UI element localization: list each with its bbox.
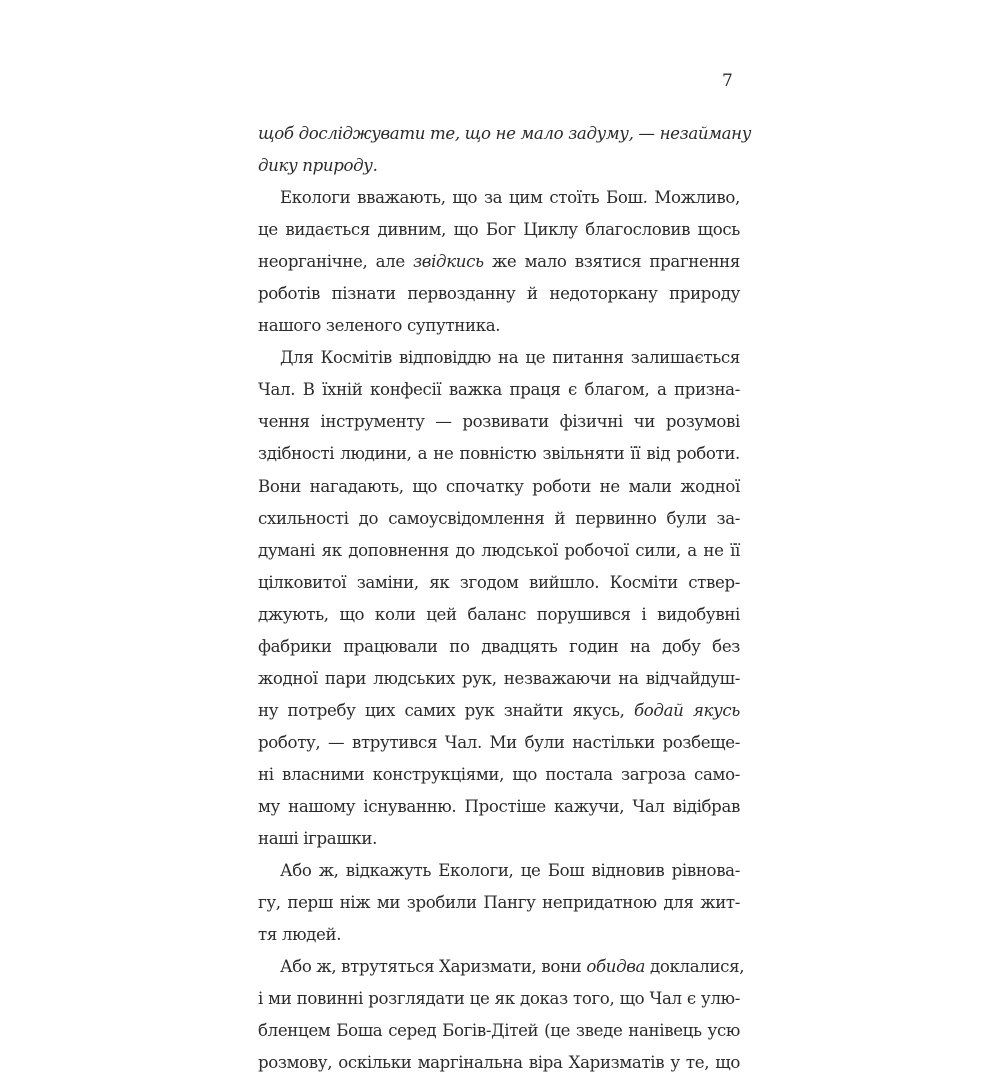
text-line [258,663,740,695]
text-run: бленцем Боша серед Богів-Дітей (це зведе нанівець усю [258,1021,740,1041]
text-run: джують, що коли цей баланс порушився і видобувні [258,604,740,624]
text-line [258,118,752,150]
text-line [258,438,740,470]
text-run: роботу, — втрутився Чал. Ми були настільки розбеще- [258,732,740,752]
text-line [258,278,740,310]
text-run: цілковитої заміни, як згодом вийшло. Косміти ствер- [258,572,740,592]
text-line [258,599,740,631]
text-run: гу, перш ніж ми зробили Пангу непридатною для жит- [258,893,740,913]
text-run: тя людей. [258,925,342,945]
text-line [258,631,740,663]
text-run: схильності до самоусвідомлення й первинно були за- [258,508,740,528]
text-line [258,759,740,791]
text-run: Або ж, втрутяться Харизмати, вони [280,957,587,977]
text-run: розмову, оскільки маргінальна віра Харизматів у те, що [258,1053,740,1073]
text-line [258,1015,740,1047]
text-run: же мало взятися прагнення [483,252,740,272]
text-line [258,182,740,214]
text-run: і ми повинні розглядати це як доказ того, що Чал є улю- [258,989,740,1009]
text-run: чення інструменту — розвивати фізичні чи розумові [258,412,740,432]
text-line [258,150,740,182]
text-line [258,535,740,567]
text-line [258,855,740,887]
text-line [258,983,740,1015]
text-run: Або ж, відкажуть Екологи, це Бош відновив рівнова- [280,861,740,881]
italic-text: дику природу. [258,156,378,176]
text-line [258,503,740,535]
page-number: 7 [722,71,733,91]
text-line [258,791,740,823]
text-line [258,823,740,855]
text-line [258,695,740,727]
italic-text: обидва [586,957,646,977]
text-run: наші іграшки. [258,829,378,849]
text-run: му нашому існуванню. Простіше кажучи, Чал відібрав [258,796,740,816]
text-line [258,310,740,342]
text-line [258,951,745,983]
text-line [258,567,740,599]
text-run: ні власними конструкціями, що постала загроза само- [258,764,740,784]
text-run: думані як доповнення до людської робочої сили, а не її [258,540,740,560]
text-line [258,727,740,759]
text-line [258,406,740,438]
text-run: нашого зеленого супутника. [258,316,501,336]
italic-text: щоб досліджувати те, що не мало задуму, — незайману [258,124,752,143]
text-run: Вони нагадають, що спочатку роботи не мали жодної [258,476,740,496]
text-run: неорганічне, але [258,252,414,272]
text-run: Чал. В їхній конфесії важка праця є благом, а призна- [258,380,740,400]
text-run: жодної пари людських рук, незважаючи на відчайдуш- [258,668,740,688]
text-run: Для Космітів відповіддю на це питання залишається [280,348,740,368]
text-line [258,919,740,951]
text-run: доклалися, [645,957,745,977]
text-run: це видається дивним, що Бог Циклу благословив щось [258,220,740,240]
italic-text: бодай якусь [633,700,740,720]
italic-text: звідкись [413,252,484,272]
text-line [258,342,740,374]
text-run: ну потребу цих самих рук знайти якусь, [258,700,634,720]
text-line [258,214,740,246]
text-run: роботів пізнати первозданну й недоторкану природу [258,284,740,304]
text-run: фабрики працювали по двадцять годин на добу без [258,636,740,656]
text-line [258,1047,740,1079]
text-run: здібності людини, а не повністю звільняти її від роботи. [258,444,740,464]
text-line [258,471,740,503]
text-line [258,887,740,919]
body-text [258,118,752,1079]
text-line [258,374,740,406]
text-run: Екологи вважають, що за цим стоїть Бош. Можливо, [280,188,740,208]
text-line [258,246,740,278]
